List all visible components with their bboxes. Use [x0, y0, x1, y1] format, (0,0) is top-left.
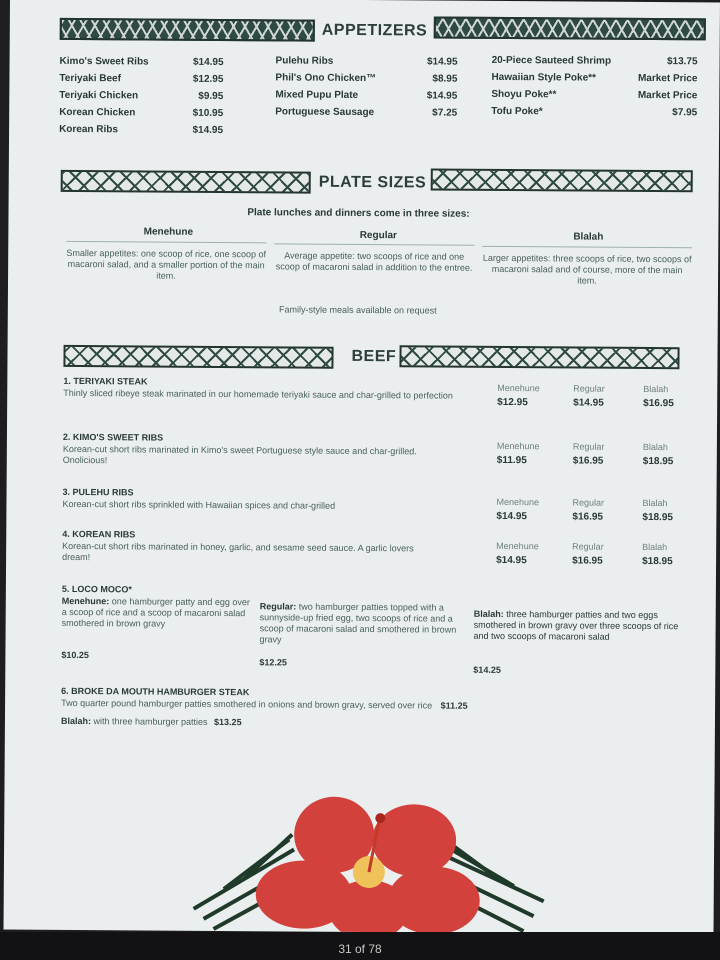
menu-item-name: Mixed Pupu Plate: [275, 89, 359, 101]
page-indicator: 31 of 78: [338, 942, 382, 956]
tribal-border-left: [60, 18, 315, 42]
menu-item-name: Kimo's Sweet Ribs: [59, 55, 149, 68]
price-menehune: $14.95: [496, 510, 528, 523]
menu-item-name: Hawaiian Style Poke**: [491, 71, 596, 84]
size-description: with three hamburger patties: [93, 716, 208, 727]
price-label: Menehune: [496, 440, 540, 452]
size-label: Blalah:: [473, 608, 504, 619]
menu-item-price: Market Price: [637, 72, 698, 85]
menu-item-price: $12.95: [192, 73, 224, 86]
loco-moco-regular: [259, 601, 459, 646]
item-price: $11.25: [440, 700, 468, 711]
menu-item-name: Teriyaki Chicken: [59, 89, 139, 102]
size-name-blalah: Blalah: [573, 231, 604, 243]
item-title: 2. KIMO'S SWEET RIBS: [62, 431, 164, 443]
price-label: Menehune: [497, 382, 540, 394]
menu-item-name: Pulehu Ribs: [275, 55, 334, 67]
size-label: Blalah:: [60, 715, 92, 727]
menu-item-name: Teriyaki Beef: [59, 72, 121, 85]
item-description: Korean-cut short ribs marinated in honey, garlic, and sesame seed sauce. A garlic lovers dream!: [62, 540, 414, 563]
size-description: one hamburger patty and egg over a scoop of rice and a scoop of macaroni salad smothered in brown gravy: [61, 596, 250, 629]
item-title: 5. LOCO MOCO*: [61, 583, 132, 595]
loco-moco-menehune: [62, 596, 252, 630]
loco-moco-blalah: [474, 609, 694, 644]
menu-item-name: Korean Chicken: [59, 106, 136, 119]
menu-item-name: Portuguese Sausage: [275, 106, 375, 119]
price-label: Regular: [573, 383, 605, 394]
tribal-border-left: [63, 345, 333, 369]
menu-item-name: 20-Piece Sauteed Shrimp: [491, 54, 612, 67]
menu-page: [4, 0, 720, 934]
price-regular: $16.95: [572, 555, 603, 567]
price-regular: $14.95: [573, 397, 604, 409]
menu-item-price: $14.95: [426, 90, 458, 102]
plate-sizes-title: PLATE SIZES: [318, 173, 427, 192]
price-blalah: $16.95: [643, 397, 674, 410]
item-title: 4. KOREAN RIBS: [62, 528, 136, 540]
menu-item-price: $9.95: [198, 90, 224, 103]
item-title: 3. PULEHU RIBS: [62, 486, 134, 498]
price-label: Blalah: [642, 541, 668, 553]
menu-item-price: $7.95: [672, 107, 698, 119]
price-menehune: $14.95: [496, 554, 527, 567]
hibiscus-flower-illustration: [173, 779, 564, 934]
size-price: $13.25: [214, 716, 242, 728]
item-description: Korean-cut short ribs sprinkled with Hawaiian spices and char-grilled: [62, 498, 336, 511]
appetizers-title: APPETIZERS: [321, 21, 428, 40]
item-title: 1. TERIYAKI STEAK: [63, 375, 148, 387]
item-description: Two quarter pound hamburger patties smothered in onions and brown gravy, served over rice: [61, 697, 433, 711]
size-label: Regular:: [259, 601, 297, 612]
size-desc-regular: Average appetite: two scoops of rice and one scoop of macaroni salad in addition to the entree.: [275, 250, 473, 273]
size-divider: [482, 246, 692, 248]
size-name-menehune: Menehune: [143, 226, 194, 238]
price-blalah: $18.95: [642, 455, 674, 468]
price-menehune: $12.95: [497, 396, 528, 409]
size-label: Menehune:: [61, 595, 110, 607]
menu-item-name: Phil's Ono Chicken™: [275, 72, 377, 85]
size-name-regular: Regular: [359, 229, 398, 242]
loco-moco-menehune-price: $10.25: [61, 649, 89, 661]
loco-moco-blalah-price: $14.25: [473, 664, 501, 675]
price-label: Regular: [572, 497, 605, 508]
plate-sizes-intro: Plate lunches and dinners come in three sizes:: [247, 207, 470, 220]
loco-moco-regular-price: $12.25: [259, 657, 287, 668]
size-divider: [274, 243, 474, 245]
beef-title: BEEF: [351, 347, 397, 366]
price-menehune: $11.95: [496, 454, 527, 467]
menu-item-price: $14.95: [426, 56, 458, 68]
price-regular: $16.95: [572, 455, 604, 467]
item-description: Korean-cut short ribs marinated in Kimo's sweet Portuguese style sauce and char-grilled. Onolicious!: [62, 443, 417, 466]
price-label: Blalah: [642, 441, 668, 453]
price-label: Regular: [572, 541, 604, 552]
tribal-border-right: [431, 168, 693, 192]
price-blalah: $18.95: [642, 555, 673, 568]
price-label: Menehune: [496, 496, 540, 508]
menu-item-price: $14.95: [192, 56, 224, 69]
menu-item-name: Korean Ribs: [59, 123, 119, 136]
size-desc-blalah: Larger appetites: three scoops of rice, two scoops of macaroni salad and of course, more of the main item.: [482, 252, 692, 286]
item-title: 6. BROKE DA MOUTH HAMBURGER STEAK: [61, 685, 250, 698]
size-description: three hamburger patties and two eggs smothered in brown gravy over three scoops of rice and two scoops of macaroni salad: [473, 609, 679, 642]
item-description: Thinly sliced ribeye steak marinated in our homemade teriyaki sauce and char-grilled to perfection: [63, 387, 453, 401]
menu-item-price: Market Price: [637, 89, 698, 102]
menu-item-name: Shoyu Poke**: [491, 88, 557, 101]
size-divider: [66, 241, 266, 243]
size-desc-menehune: Smaller appetites: one scoop of rice, one scoop of macaroni salad, and a smaller portion of the main item.: [66, 247, 267, 281]
tribal-border-right: [399, 345, 679, 369]
price-label: Regular: [572, 441, 605, 452]
size-description: two hamburger patties topped with a sunnyside-up fried egg, two scoops of rice and a scoop of macaroni salad and smothered in brown gravy: [259, 601, 457, 645]
menu-item-price: $8.95: [432, 73, 458, 85]
menu-item-price: $14.95: [192, 124, 224, 137]
item-description-row: [61, 698, 581, 713]
tribal-border-left: [61, 170, 311, 194]
price-regular: $16.95: [572, 511, 604, 523]
menu-item-price: $10.95: [192, 107, 224, 120]
menu-item-name: Tofu Poke*: [491, 105, 543, 118]
price-label: Blalah: [642, 497, 668, 509]
menu-item-price: $7.25: [432, 107, 458, 119]
price-label: Blalah: [643, 383, 669, 395]
price-blalah: $18.95: [642, 511, 674, 524]
tribal-border-right: [434, 16, 706, 40]
menu-item-price: $13.75: [666, 56, 698, 68]
broke-da-mouth-blalah: [61, 716, 461, 730]
price-label: Menehune: [496, 540, 539, 552]
family-style-note: Family-style meals available on request: [279, 304, 437, 316]
